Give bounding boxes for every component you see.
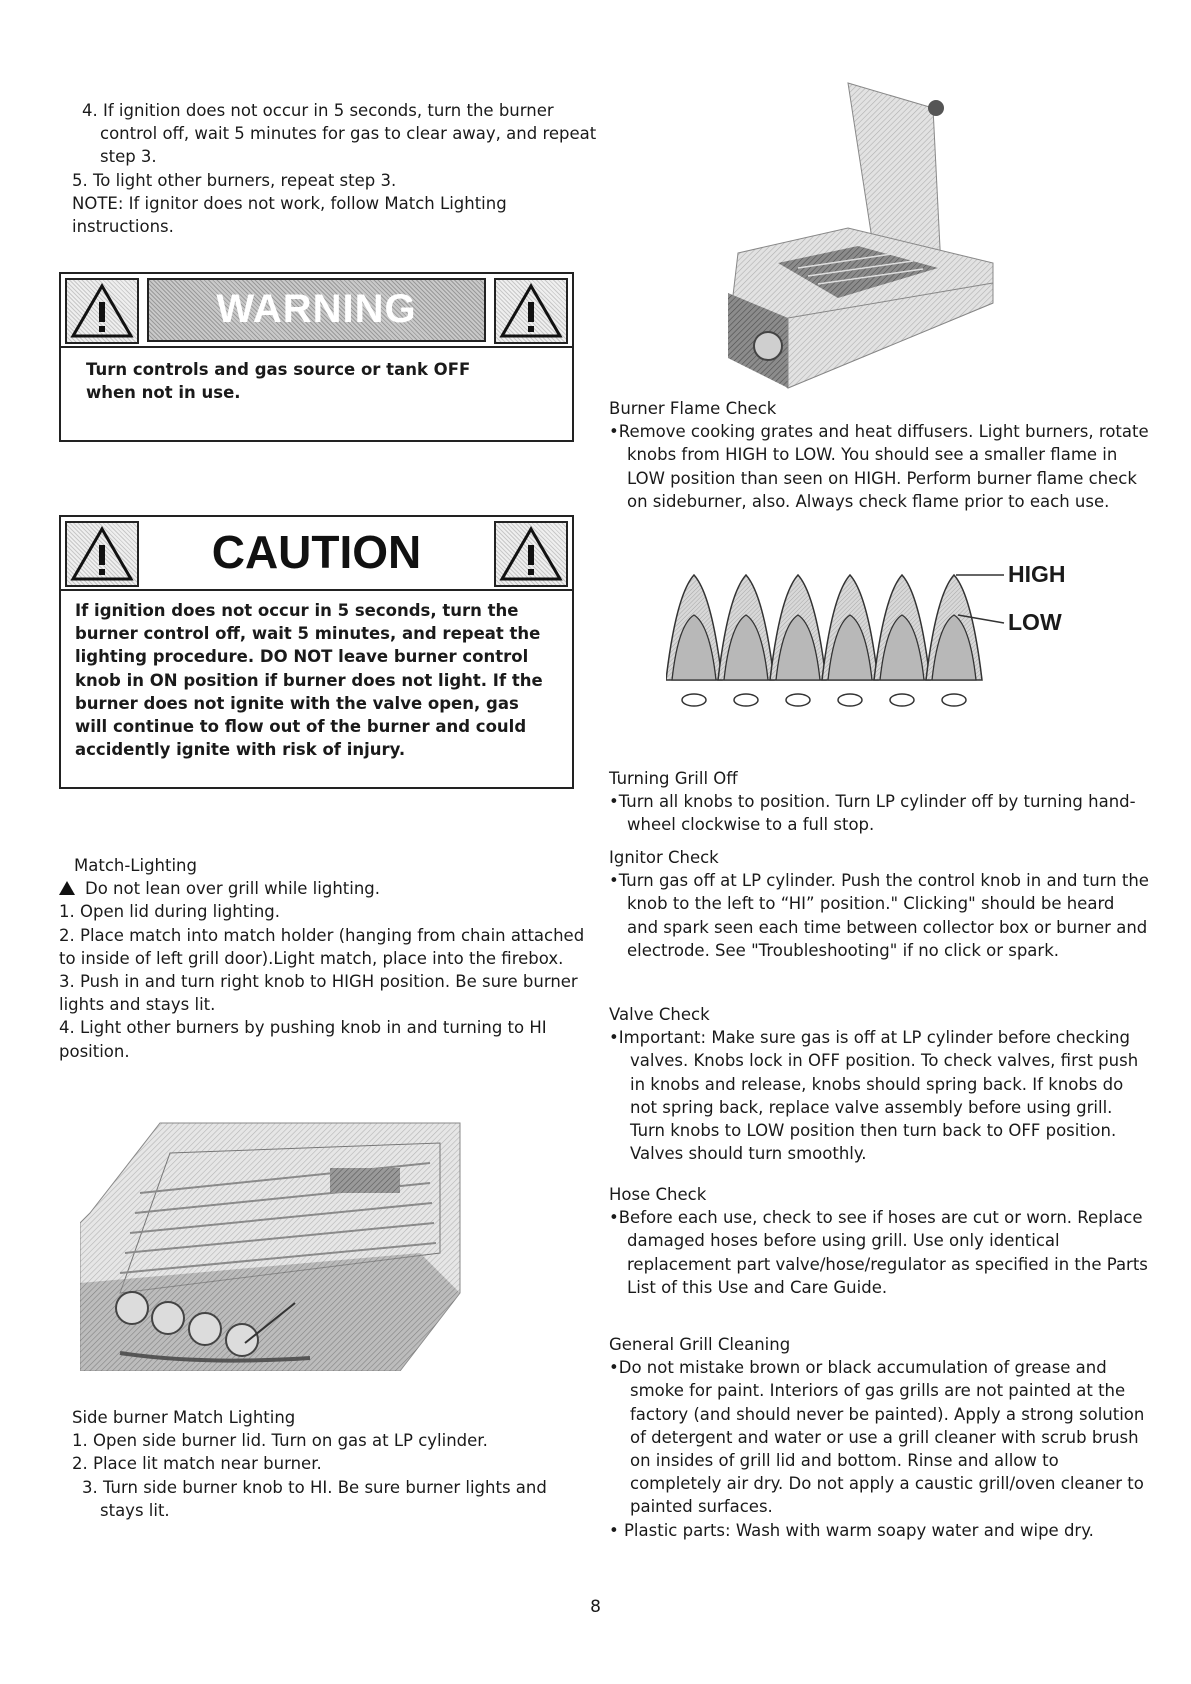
side-burner-match-section bbox=[72, 1406, 592, 1522]
warning-triangle-icon bbox=[494, 521, 568, 587]
valve-check-section bbox=[609, 1003, 1149, 1165]
lighting-step-5: 5. To light other burners, repeat step 3. bbox=[72, 170, 397, 190]
caution-signal-word: CAUTION bbox=[211, 526, 422, 579]
match-lighting-heading: Match-Lighting bbox=[74, 856, 197, 875]
flame-label-high: HIGH bbox=[1008, 561, 1066, 587]
warning-small-triangle-icon bbox=[59, 881, 75, 895]
match-lighting-warning bbox=[59, 877, 599, 900]
warning-triangle-icon bbox=[494, 278, 568, 344]
general-cleaning-text: •Do not mistake brown or black accumulation of grease and smoke for paint. Interiors of gas grills are not painted at the factory (and should never be painted). Apply a strong solution of detergent and water or use a grill cleaner with scrub brush on insides of grill lid and bottom. Rinse and allow to completely air dry. Do not apply a caustic grill/oven cleaner to painted surfaces. bbox=[609, 1358, 1145, 1517]
lighting-steps-continued bbox=[72, 99, 612, 238]
flame-height-diagram bbox=[666, 555, 1086, 715]
side-burner-step: 1. Open side burner lid. Turn on gas at LP cylinder. bbox=[72, 1431, 488, 1451]
ignitor-check-section bbox=[609, 846, 1149, 962]
caution-text: If ignition does not occur in 5 seconds, turn the burner control off, wait 5 minutes, and repeat the lighting procedure. DO NOT leave burner control knob in ON position if burner does not light. If the burner does not ignite with the valve open, gas will continue to flow out of the burner and could accidently ignite with risk of injury. bbox=[75, 601, 543, 760]
match-lighting-section bbox=[59, 854, 599, 1063]
match-lighting-warning-text: Do not lean over grill while lighting. bbox=[85, 879, 381, 899]
burner-flame-check-text: •Remove cooking grates and heat diffusers. Light burners, rotate knobs from HIGH to LOW. You should see a smaller flame in LOW position than seen on HIGH. Perform burner flame check on sideburner, also. Always check flame prior to each use. bbox=[609, 422, 1149, 511]
warning-text: Turn controls and gas source or tank OFF when not in use. bbox=[86, 360, 471, 403]
side-burner-step: 2. Place lit match near burner. bbox=[72, 1454, 322, 1474]
warning-box bbox=[59, 272, 574, 442]
hose-check-heading: Hose Check bbox=[609, 1185, 707, 1204]
caution-banner bbox=[61, 517, 572, 591]
warning-triangle-icon bbox=[65, 278, 139, 344]
lighting-note: NOTE: If ignitor does not work, follow Match Lighting instructions. bbox=[72, 193, 507, 237]
turning-grill-off-section bbox=[609, 767, 1149, 837]
ignitor-check-text: •Turn gas off at LP cylinder. Push the control knob in and turn the knob to the left to “HI” position." Clicking" should be heard and spark seen each time between collector box or burner and electrode. See "Troubleshooting" if no click or spark. bbox=[609, 871, 1149, 960]
side-burner-heading: Side burner Match Lighting bbox=[72, 1408, 296, 1427]
warning-triangle-icon bbox=[65, 521, 139, 587]
match-step: 2. Place match into match holder (hanging from chain attached to inside of left grill door).Light match, place into the firebox. bbox=[59, 925, 585, 968]
grill-interior-illustration bbox=[80, 1103, 482, 1371]
hose-check-text: •Before each use, check to see if hoses are cut or worn. Replace damaged hoses before using grill. Use only identical replacement part valve/hose/regulator as specified in the Parts List of this Use and Care Guide. bbox=[609, 1208, 1148, 1297]
turning-grill-off-text: •Turn all knobs to position. Turn LP cylinder off by turning hand-wheel clockwise to a full stop. bbox=[609, 792, 1136, 835]
general-cleaning-section bbox=[609, 1333, 1149, 1542]
warning-signal-word: WARNING bbox=[147, 278, 486, 342]
flame-label-low: LOW bbox=[1008, 609, 1062, 635]
lighting-step-4: 4. If ignition does not occur in 5 seconds, turn the burner control off, wait 5 minutes for gas to clear away, and repeat step 3. bbox=[82, 101, 597, 167]
caution-box bbox=[59, 515, 574, 789]
side-burner-illustration bbox=[728, 78, 1003, 398]
warning-banner bbox=[61, 274, 572, 348]
burner-flame-check-heading: Burner Flame Check bbox=[609, 399, 777, 418]
valve-check-heading: Valve Check bbox=[609, 1005, 710, 1024]
burner-flame-check-section bbox=[609, 397, 1149, 513]
plastic-parts-text: • Plastic parts: Wash with warm soapy water and wipe dry. bbox=[609, 1520, 1094, 1540]
ignitor-check-heading: Ignitor Check bbox=[609, 848, 719, 867]
page-number: 8 bbox=[590, 1597, 601, 1617]
match-step: 4. Light other burners by pushing knob in and turning to HI position. bbox=[59, 1018, 547, 1061]
side-burner-step: 3. Turn side burner knob to HI. Be sure burner lights and stays lit. bbox=[82, 1477, 547, 1520]
valve-check-text: •Important: Make sure gas is off at LP cylinder before checking valves. Knobs lock in OFF position. To check valves, first push in knobs and release, knobs should spring back. If knobs do not spring back, replace valve assembly before using grill. Turn knobs to LOW position then turn back to OFF position. Valves should turn smoothly. bbox=[609, 1028, 1139, 1164]
hose-check-section bbox=[609, 1183, 1149, 1299]
match-step: 1. Open lid during lighting. bbox=[59, 902, 280, 922]
match-step: 3. Push in and turn right knob to HIGH position. Be sure burner lights and stays lit. bbox=[59, 972, 578, 1015]
turning-grill-off-heading: Turning Grill Off bbox=[609, 769, 738, 788]
general-cleaning-heading: General Grill Cleaning bbox=[609, 1335, 791, 1354]
